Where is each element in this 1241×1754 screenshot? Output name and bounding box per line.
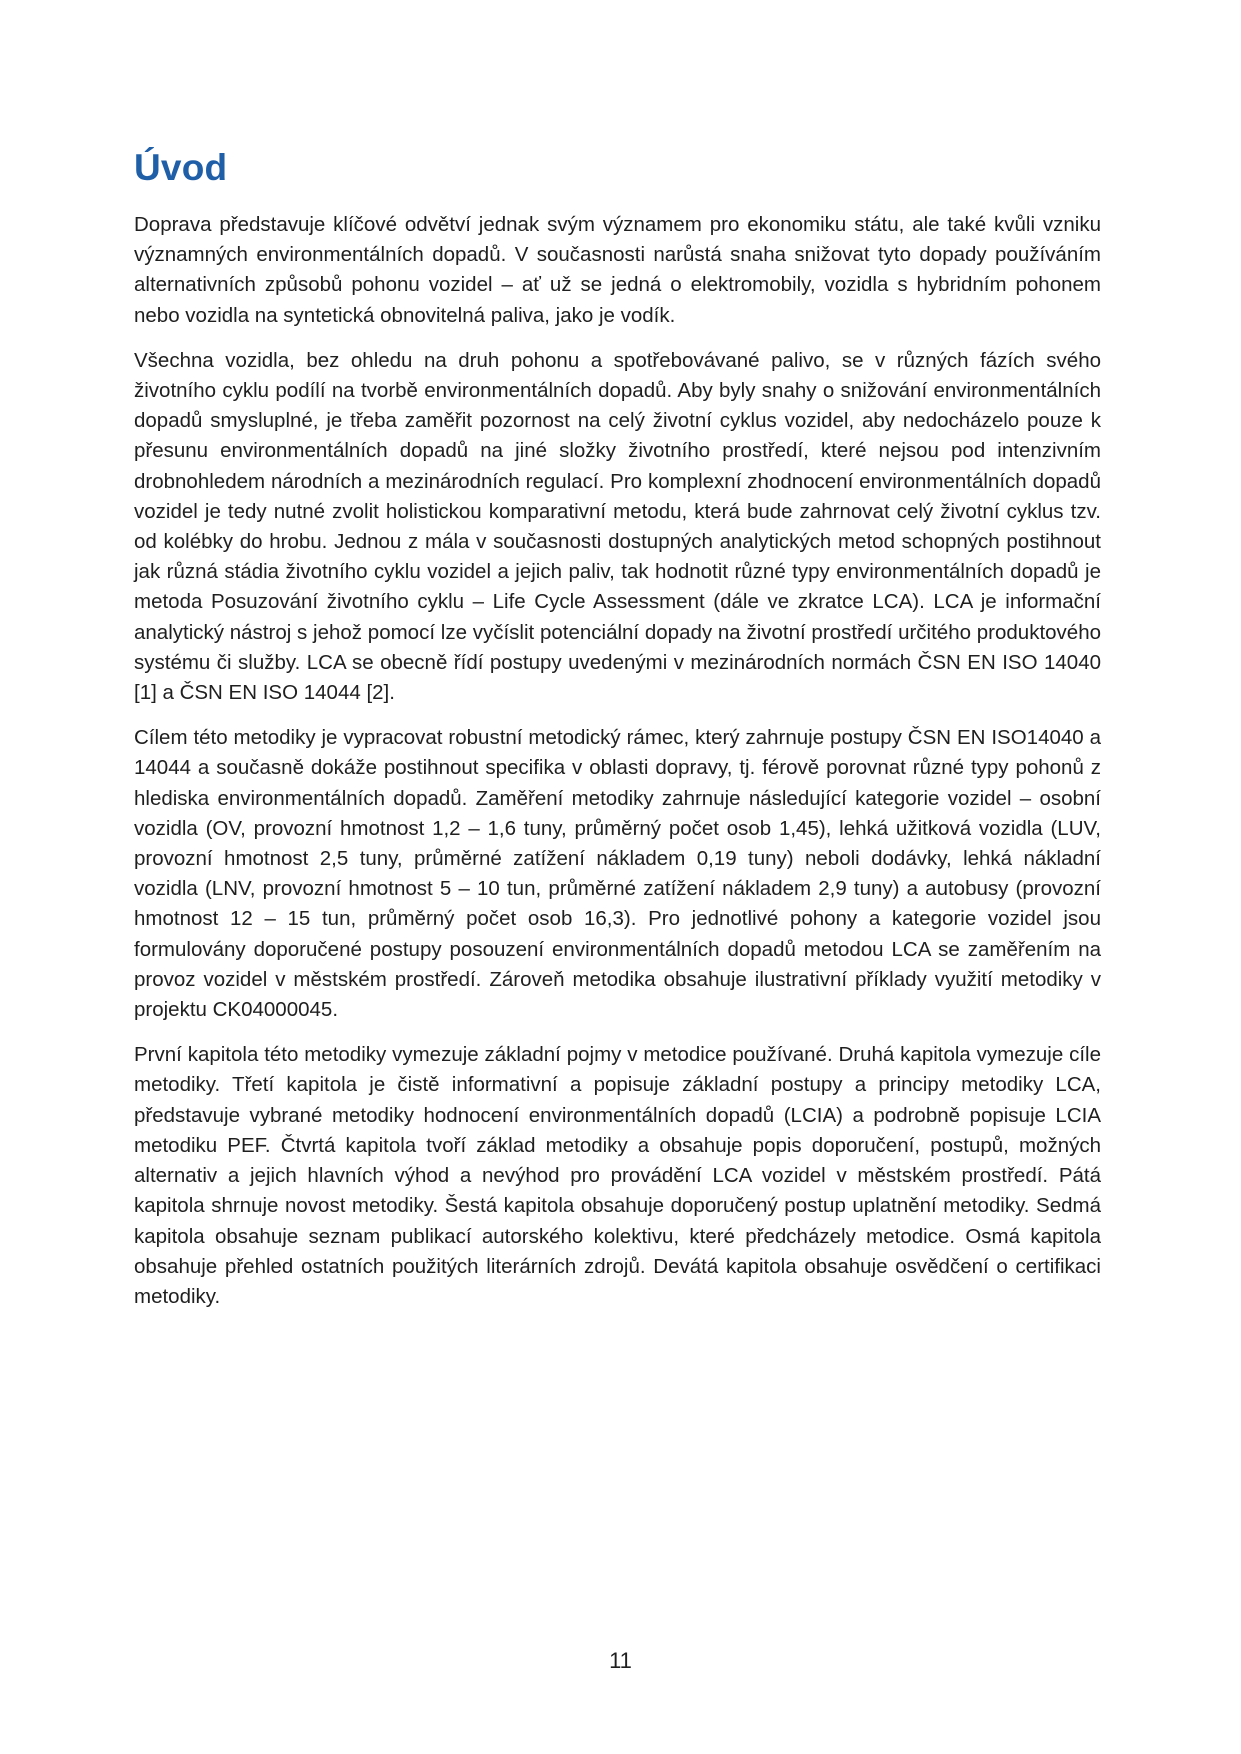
- paragraph-4: První kapitola této metodiky vymezuje základní pojmy v metodice používané. Druhá kapitola vymezuje cíle metodiky. Třetí kapitola je čistě informativní a popisuje základní postupy a principy metodiky LCA, představuje vybrané metodiky hodnocení environmentálních dopadů (LCIA) a podrobně popisuje LCIA metodiku PEF. Čtvrtá kapitola tvoří základ metodiky a obsahuje popis doporučení, postupů, možných alternativ a jejich hlavních výhod a nevýhod pro provádění LCA vozidel v městském prostředí. Pátá kapitola shrnuje novost metodiky. Šestá kapitola obsahuje doporučený postup uplatnění metodiky. Sedmá kapitola obsahuje seznam publikací autorského kolektivu, které předcházely metodice. Osmá kapitola obsahuje přehled ostatních použitých literárních zdrojů. Devátá kapitola obsahuje osvědčení o certifikaci metodiky.: [134, 1043, 1101, 1308]
- section-heading: Úvod: [134, 147, 228, 188]
- paragraph-1: Doprava představuje klíčové odvětví jednak svým významem pro ekonomiku státu, ale také kvůli vzniku významných environmentálních dopadů. V současnosti narůstá snaha snižovat tyto dopady používáním alternativních způsobů pohonu vozidel – ať už se jedná o elektromobily, vozidla s hybridním pohonem nebo vozidla na syntetická obnovitelná paliva, jako je vodík.: [134, 213, 1101, 327]
- paragraph-3: Cílem této metodiky je vypracovat robustní metodický rámec, který zahrnuje postupy ČSN EN ISO14040 a 14044 a současně dokáže postihnout specifika v oblasti dopravy, tj. férově porovnat různé typy pohonů z hlediska environmentálních dopadů. Zaměření metodiky zahrnuje následující kategorie vozidel – osobní vozidla (OV, provozní hmotnost 1,2 – 1,6 tuny, průměrný počet osob 1,45), lehká užitková vozidla (LUV, provozní hmotnost 2,5 tuny, průměrné zatížení nákladem 0,19 tuny) neboli dodávky, lehká nákladní vozidla (LNV, provozní hmotnost 5 – 10 tun, průměrné zatížení nákladem 2,9 tuny) a autobusy (provozní hmotnost 12 – 15 tun, průměrný počet osob 16,3). Pro jednotlivé pohony a kategorie vozidel jsou formulovány doporučené postupy posouzení environmentálních dopadů metodou LCA se zaměřením na provoz vozidel v městském prostředí. Zároveň metodika obsahuje ilustrativní příklady využití metodiky v projektu CK04000045.: [134, 726, 1101, 1022]
- page-content: [134, 146, 1101, 1327]
- page-number: 11: [609, 1648, 632, 1673]
- paragraph-2: Všechna vozidla, bez ohledu na druh pohonu a spotřebovávané palivo, se v různých fázích svého životního cyklu podílí na tvorbě environmentálních dopadů. Aby byly snahy o snižování environmentálních dopadů smysluplné, je třeba zaměřit pozornost na celý životní cyklus vozidel, aby nedocházelo pouze k přesunu environmentálních dopadů na jiné složky životního prostředí, které nejsou pod intenzivním drobnohledem národních a mezinárodních regulací. Pro komplexní zhodnocení environmentálních dopadů vozidel je tedy nutné zvolit holistickou komparativní metodu, která bude zahrnovat celý životní cyklus tzv. od kolébky do hrobu. Jednou z mála v současnosti dostupných analytických metod schopných postihnout jak různá stádia životního cyklu vozidel a jejich paliv, tak hodnotit různé typy environmentálních dopadů je metoda Posuzování životního cyklu – Life Cycle Assessment (dále ve zkratce LCA). LCA je informační analytický nástroj s jehož pomocí lze vyčíslit potenciální dopady na životní prostředí určitého produktového systému či služby. LCA se obecně řídí postupy uvedenými v mezinárodních normách ČSN EN ISO 14040 [1] a ČSN EN ISO 14044 [2].: [134, 348, 1101, 705]
